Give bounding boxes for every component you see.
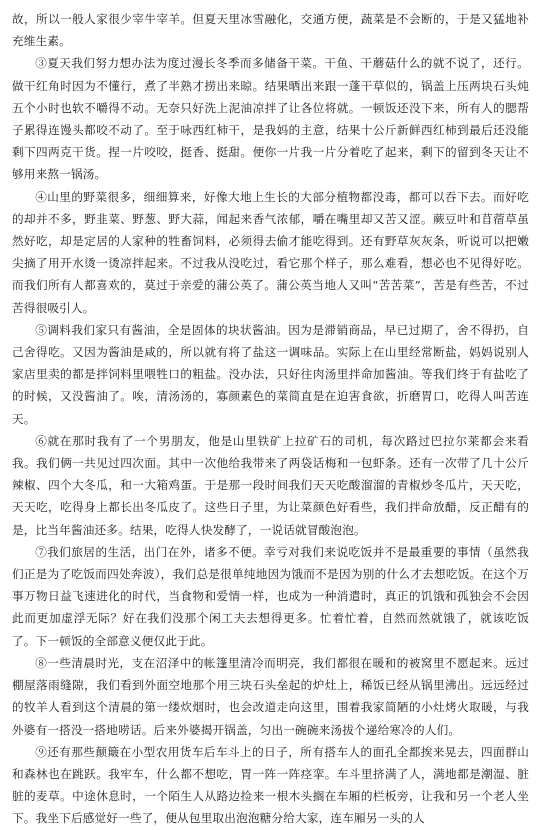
- paragraph-continuation: 故，所以一般人家很少宰牛宰羊。但夏天里冰雪融化，交通方便，蔬菜是不会断的，于是又猛地补充维生素。: [12, 12, 529, 49]
- paragraph-9-truck-ride: ⑨还有那些颠簸在小型农用货车后车斗上的日子，所有搭车人的面孔全都挨来晃去，四面群山和森林也在跳跃。我牢车，什么都不想吃，胃一阵一阵痉挛。车斗里挤满了人，满地都是潮湿、脏脏的麦草。中途休息时，一个陌生人从路边捡来一根木头搁在车厢的栏板旁，让我和另一个老人坐下。我坐下后感觉好一些了，便从包里取出泡泡糖分给大家，连车厢另一头的人: [12, 744, 529, 826]
- paragraph-4-wild-vegetables: ④山里的野菜很多，细细算来，好像大地上生长的大部分植物都没毒，都可以吞下去。而好吃的却并不多，野韭菜、野葱、野大蒜，闻起来香气浓郁，嚼在嘴里却又苦又涩。蕨豆叶和苜蓿草虽然好吃，却是定居的人家种的牲畜饲料，必须得去偷才能吃得到。还有野草灰灰条，听说可以把嫩尖摘了用开水烫一烫凉拌起来。不过我从没吃过，看它那个样子，那么难看，想必也不见得好吃。而我们所有人都喜欢的，莫过于亲爱的蒲公英了。蒲公英当地人又叫“苦苦菜”，苦是有些苦，不过苦得很吸引人。: [12, 189, 529, 315]
- paragraph-3-dried-vegetables: ③夏天我们努力想办法为度过漫长冬季而多储备干菜。干鱼、干蘑菇什么的就不说了，还行。做干红角时因为不懂行，煮了半熟才捞出来晾。结果晒出来跟一蓬干草似的，锅盖上压两块石头炖五个小时也软不嚼得不动。无奈只好洗上泥油凉拌了让各位将就。一顿饭还没下来，所有人的腮帮子累得连馒头都咬不动了。至于咏西红柿干，是我妈的主意，结果十公斤新鲜西红柿到最后还没能剩下四两克干货。捏一片咬咬，挺香、挺甜。便你一片我一片分着吃了起来，剩下的留到冬天让不够用来熬一锅汤。: [12, 56, 529, 182]
- paragraph-7-travel-life: ⑦我们旅居的生活，出门在外，诸多不便。幸亏对我们来说吃饭并不是最重要的事情（虽然我们正是为了吃饭而四处奔波），我们总是很单纯地因为饿而不是因为别的什么才去想吃饭。在这个万事万物日益飞速进化的时代，当食物和爱情一样，也成为一种消遣时，真正的饥饿和孤独会不会因此而更加虚浮无际？好在我们没那个闲工夫去想得更多。忙着忙着，自然而然就饿了，就该吃饭了。下一顿饭的全部意义便仅此于此。: [12, 544, 529, 648]
- paragraph-8-morning: ⑧一些清晨时光，支在沼泽中的帐篷里清冷而明亮，我们都很在暖和的被窝里不愿起来。远过棚屋落雨缝隙，我们看到外面空地那个用三块石头垒起的炉灶上，稀饭已经从锅里沸出。远远经过的牧羊人看到这个清晨的第一缕炊烟时，也会改道走向这里，围着我家简陋的小灶烤火取暖，与我外婆有一搭没一搭地唠话。后来外婆揭开锅盖，匀出一碗碗来汤拔个递给寒冷的人们。: [12, 655, 529, 737]
- paragraph-6-boyfriend: ⑥就在那时我有了一个男朋友，他是山里铁矿上拉矿石的司机，每次路过巴拉尔莱都会来看我。我们俩一共见过四次面。其中一次他给我带来了两袋话梅和一包虾条。还有一次带了几十公斤辣椒、四个大冬瓜，和一大箱鸡蛋。于是那一段时间我们天天吃酸溜溜的青椒炒冬瓜片，天天吃，天天吃，吃得身上都长出冬瓜皮了。这些日子里，为让菜颜色好看些，我们拌命放醋，反正醋有的是，比当年酱油还多。结果，吃得人快发酵了，一说话就冒酸泡泡。: [12, 433, 529, 537]
- paragraph-5-seasoning: ⑤调料我们家只有酱油，全是固体的块状酱油。因为是滞销商品，早已过期了，舍不得扔，自己舍得吃。又因为酱油是咸的，所以就有将了盐这一调味品。实际上在山里经常断盐，妈妈说别人家店里卖的都是拌饲料里喂牲口的粗盐。没办法，只好往肉汤里拌命加酱油。等我们终于有盐吃了的时候，又没酱油了。唉，清汤汤的，寡颜素色的菜简直是在迫害食欲，折磨胃口，吃得人叫苦连天。: [12, 322, 529, 426]
